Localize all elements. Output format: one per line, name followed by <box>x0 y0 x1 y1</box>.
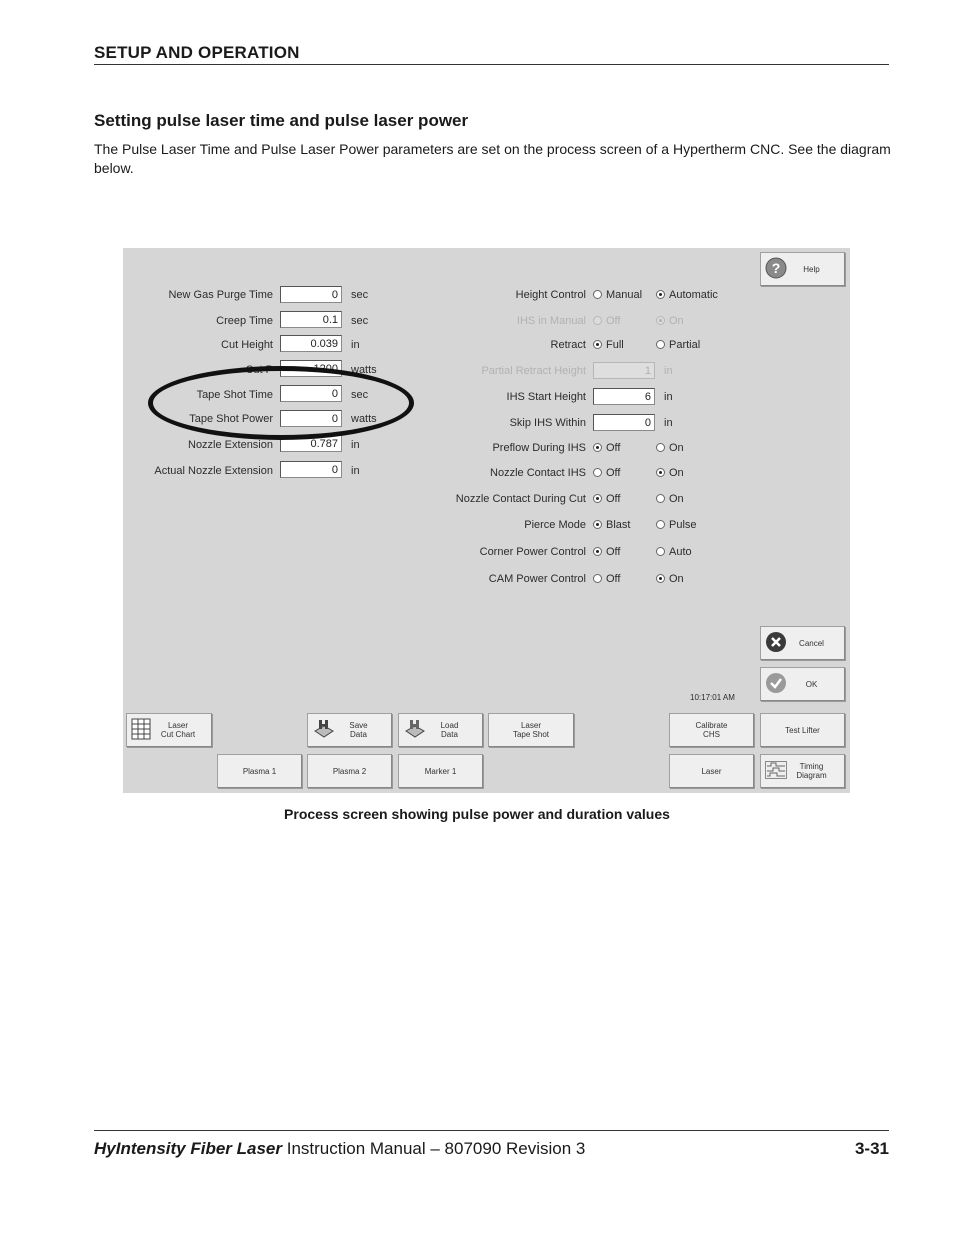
ihs-start-height-input[interactable]: 6 <box>593 388 655 405</box>
unit-label: watts <box>351 364 377 376</box>
preflow-off-radio[interactable]: Off <box>593 442 620 454</box>
unit-label: in <box>664 417 673 429</box>
process-screen <box>123 248 850 793</box>
laser-cut-chart-button[interactable]: Laser Cut Chart <box>126 713 212 747</box>
section-header: SETUP AND OPERATION <box>94 43 300 62</box>
test-lifter-button[interactable]: Test Lifter <box>760 713 845 747</box>
unit-label: in <box>351 339 360 351</box>
nozzle-contact-during-cut-label: Nozzle Contact During Cut <box>455 493 586 505</box>
header-rule <box>94 64 889 65</box>
nozzle-contact-cut-on-radio[interactable]: On <box>656 493 684 505</box>
partial-retract-height-label: Partial Retract Height <box>481 365 586 377</box>
pierce-mode-label: Pierce Mode <box>524 519 586 531</box>
actual-nozzle-extension-input[interactable]: 0 <box>280 461 342 478</box>
cam-power-on-radio[interactable]: On <box>656 573 684 585</box>
retract-label: Retract <box>550 339 586 351</box>
help-button[interactable]: ? Help <box>760 252 845 286</box>
preflow-during-ihs-label: Preflow During IHS <box>492 442 586 454</box>
timing-diagram-button[interactable]: Timing Diagram <box>760 754 845 788</box>
footer-product: HyIntensity Fiber Laser <box>94 1139 283 1158</box>
field-label: Nozzle Extension <box>188 439 273 451</box>
ihs-in-manual-label: IHS in Manual <box>516 315 586 327</box>
nozzle-contact-cut-off-radio[interactable]: Off <box>593 493 620 505</box>
skip-ihs-within-label: Skip IHS Within <box>509 417 586 429</box>
skip-ihs-within-input[interactable]: 0 <box>593 414 655 431</box>
calibrate-chs-button[interactable]: Calibrate CHS <box>669 713 754 747</box>
unit-label: sec <box>351 289 369 301</box>
field-label: Cut P <box>245 364 273 376</box>
field-label: Creep Time <box>216 315 273 327</box>
corner-power-auto-radio[interactable]: Auto <box>656 546 692 558</box>
check-icon <box>765 672 787 696</box>
close-icon <box>765 631 787 655</box>
section-subtitle: Setting pulse laser time and pulse laser power <box>94 111 469 130</box>
field-label: Tape Shot Power <box>189 413 273 425</box>
load-icon <box>403 717 427 743</box>
waveform-icon <box>765 761 787 781</box>
ihs-in-manual-off-radio[interactable]: Off <box>593 315 620 327</box>
unit-label: in <box>351 465 360 477</box>
footer-manual: Instruction Manual – 807090 Revision 3 <box>282 1139 586 1158</box>
nozzle-contact-ihs-off-radio[interactable]: Off <box>593 467 620 479</box>
intro-paragraph: The Pulse Laser Time and Pulse Laser Power parameters are set on the process screen of a Hypertherm CNC. See the diagram below. <box>94 141 891 176</box>
corner-power-off-radio[interactable]: Off <box>593 546 620 558</box>
field-label: Cut Height <box>221 339 273 351</box>
partial-retract-height-input[interactable]: 1 <box>593 362 655 379</box>
cancel-button[interactable]: Cancel <box>760 626 845 660</box>
unit-label: sec <box>351 315 369 327</box>
unit-label: in <box>664 391 673 403</box>
field-label: New Gas Purge Time <box>168 289 273 301</box>
footer-title <box>94 1139 585 1159</box>
table-icon <box>131 718 151 742</box>
pierce-mode-blast-radio[interactable]: Blast <box>593 519 630 531</box>
height-control-automatic-radio[interactable]: Automatic <box>656 289 718 301</box>
unit-label: in <box>351 439 360 451</box>
ihs-start-height-label: IHS Start Height <box>506 391 586 403</box>
height-control-label: Height Control <box>515 289 586 301</box>
save-data-button[interactable]: Save Data <box>307 713 392 747</box>
field-label: Actual Nozzle Extension <box>154 465 273 477</box>
laser-tape-shot-button[interactable]: Laser Tape Shot <box>488 713 574 747</box>
footer-rule <box>94 1130 889 1131</box>
cam-power-control-label: CAM Power Control <box>488 573 586 585</box>
plasma-1-button[interactable]: Plasma 1 <box>217 754 302 788</box>
load-data-button[interactable]: Load Data <box>398 713 483 747</box>
cam-power-off-radio[interactable]: Off <box>593 573 620 585</box>
unit-label: sec <box>351 389 369 401</box>
nozzle-contact-ihs-label: Nozzle Contact IHS <box>490 467 586 479</box>
unit-label: watts <box>351 413 377 425</box>
corner-power-control-label: Corner Power Control <box>479 546 586 558</box>
cut-power-input[interactable]: 1200 <box>280 360 342 377</box>
clock-time: 10:17:01 AM <box>690 693 735 702</box>
tape-shot-time-input[interactable]: 0 <box>280 385 342 402</box>
new-gas-purge-time-input[interactable]: 0 <box>280 286 342 303</box>
ihs-in-manual-on-radio[interactable]: On <box>656 315 684 327</box>
svg-text:?: ? <box>771 260 781 276</box>
page-number: 3-31 <box>854 1139 889 1158</box>
plasma-2-button[interactable]: Plasma 2 <box>307 754 392 788</box>
highlight-ellipse <box>148 366 414 440</box>
save-icon <box>312 717 336 743</box>
laser-button[interactable]: Laser <box>669 754 754 788</box>
marker-1-button[interactable]: Marker 1 <box>398 754 483 788</box>
preflow-on-radio[interactable]: On <box>656 442 684 454</box>
help-icon <box>765 257 787 281</box>
unit-label: in <box>664 365 673 377</box>
height-control-manual-radio[interactable]: Manual <box>593 289 642 301</box>
creep-time-input[interactable]: 0.1 <box>280 311 342 328</box>
retract-partial-radio[interactable]: Partial <box>656 339 700 351</box>
nozzle-extension-input[interactable]: 0.787 <box>280 435 342 452</box>
cut-height-input[interactable]: 0.039 <box>280 335 342 352</box>
figure-caption: Process screen showing pulse power and duration values <box>284 806 670 822</box>
field-label: Tape Shot Time <box>196 389 273 401</box>
ok-button[interactable]: OK <box>760 667 845 701</box>
nozzle-contact-ihs-on-radio[interactable]: On <box>656 467 684 479</box>
tape-shot-power-input[interactable]: 0 <box>280 410 342 427</box>
retract-full-radio[interactable]: Full <box>593 339 624 351</box>
pierce-mode-pulse-radio[interactable]: Pulse <box>656 519 697 531</box>
